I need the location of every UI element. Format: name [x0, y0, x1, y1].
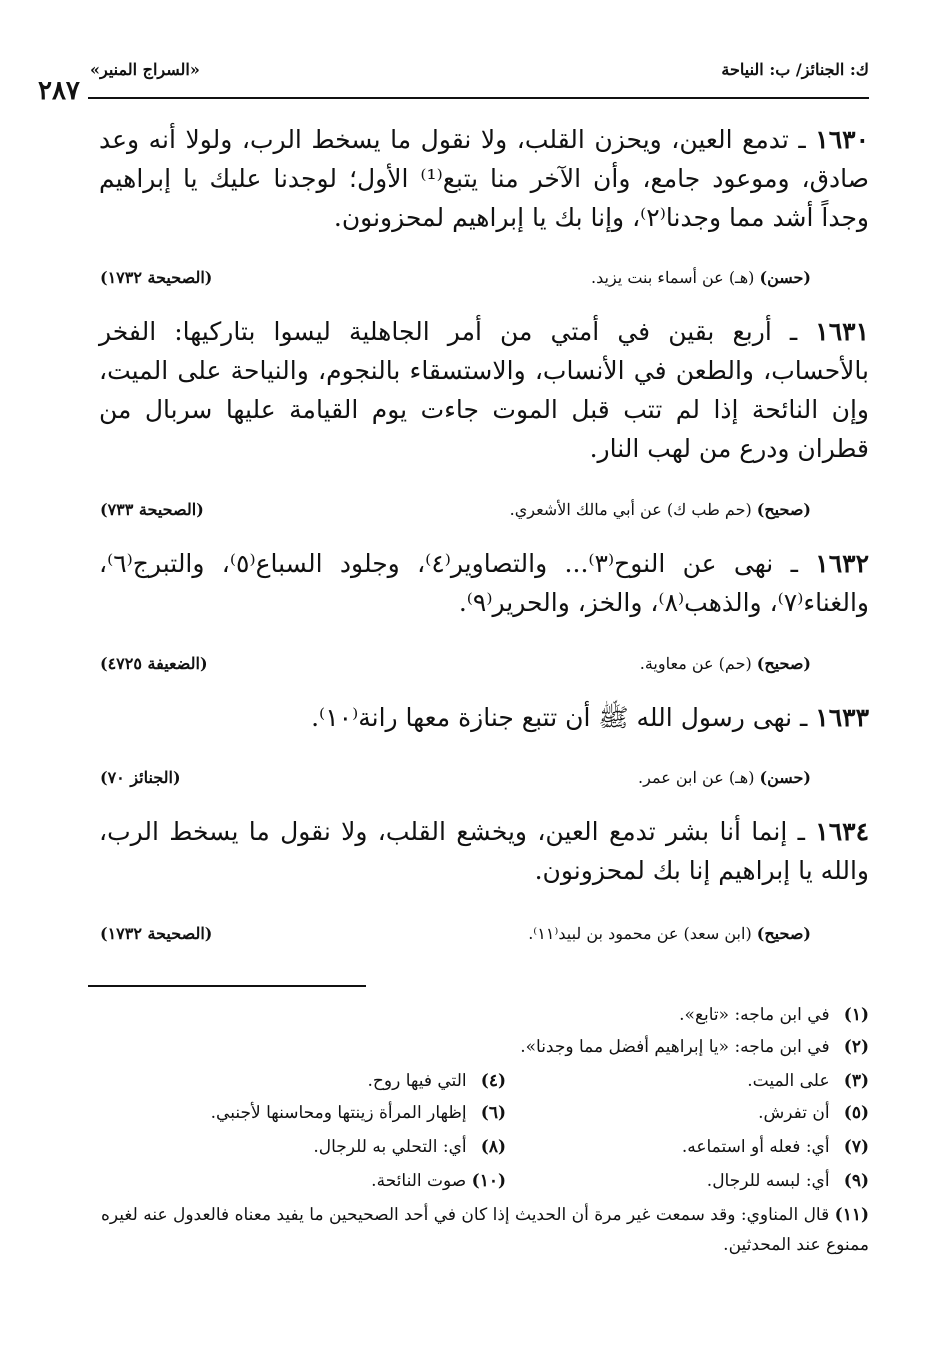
hadith-text: ـ إنما أنا بشر تدمع العين، ويخشع القلب، ولا نقول ما يسخط الرب، والله يا إبراهيم إنا بك لمحزونون. [99, 817, 869, 885]
footnote-text: التي فيها روح. [367, 1071, 467, 1091]
footnote-2 [99, 1032, 869, 1062]
hadith-grade: (حسن) [759, 268, 811, 287]
hadith-entry [99, 698, 869, 737]
footnote-text: صوت النائحة. [371, 1171, 467, 1191]
hadith-narrator: (هـ) عن أسماء بنت يزيد. [591, 268, 760, 287]
grade-and-source [591, 268, 811, 287]
page-number: ٢٨٧ [38, 76, 80, 106]
hadith-text: ـ نهى عن النوح⁽٣⁾... والتصاوير⁽٤⁾، وجلود السباع⁽٥⁾، والتبرج⁽٦⁾، والغناء⁽٧⁾، والذهب⁽٨⁾، والخز، والحرير⁽٩⁾. [99, 549, 869, 617]
hadith-reference: (الضعيفة ٤٧٢٥) [100, 654, 208, 673]
hadith-number: ١٦٣١ [815, 317, 869, 346]
hadith-entry [99, 312, 869, 468]
hadith-reference: (الصحيحة ٧٣٣) [100, 500, 204, 519]
hadith-narrator: (هـ) عن ابن عمر. [638, 768, 760, 787]
footnote-text: إظهار المرأة زينتها ومحاسنها لأجنبي. [210, 1103, 467, 1123]
hadith-text: ـ نهى رسول الله ﷺ أن تتبع جنازة معها رانة⁽١٠⁾. [311, 703, 816, 732]
footnote-text: أي: فعله أو استماعه. [681, 1137, 830, 1157]
footnote-text: أن تفرش. [758, 1103, 830, 1123]
grade-and-source [640, 654, 811, 673]
footnote-6 [211, 1098, 506, 1128]
hadith-entry [99, 120, 869, 237]
hadith-number: ١٦٣٣ [815, 703, 869, 732]
footnote-5 [758, 1098, 869, 1128]
footnote-number: (٦) [480, 1103, 506, 1123]
footnote-number: (١٠) [471, 1171, 506, 1191]
footnote-number: (٥) [843, 1103, 869, 1123]
hadith-entry [99, 544, 869, 622]
hadith-narrator: (ابن سعد) عن محمود بن لبيد⁽١١⁾. [528, 924, 757, 943]
footnote-3 [747, 1066, 869, 1096]
hadith-narrator: (حم) عن معاوية. [639, 654, 757, 673]
hadith-grade: (صحيح) [756, 924, 811, 943]
footnote-number: (٨) [480, 1137, 506, 1157]
hadith-narrator: (حم طب ك) عن أبي مالك الأشعري. [509, 500, 757, 519]
footnote-text: في ابن ماجه: «يا إبراهيم أفضل مما وجدنا». [520, 1037, 830, 1057]
footnote-4 [368, 1066, 506, 1096]
hadith-source [100, 768, 811, 798]
hadith-reference: (الصحيحة ١٧٣٢) [100, 268, 213, 287]
footnote-7 [682, 1132, 869, 1162]
footnote-text: أي: لبسه للرجال. [706, 1171, 830, 1191]
hadith-grade: (صحيح) [756, 654, 811, 673]
footnote-1 [99, 1000, 869, 1030]
footnote-number: (٢) [843, 1037, 869, 1057]
footnote-number: (٤) [480, 1071, 506, 1091]
hadith-reference: (الجنائز ٧٠) [100, 768, 181, 787]
hadith-source [100, 654, 811, 684]
chapter-header: ك: الجنائز/ ب: النياحة [721, 60, 869, 79]
footnote-text: قال المناوي: وقد سمعت غير مرة أن الحديث إذا كان في أحد الصحيحين ما يفيد معناه فالعدول عنه لغيره ممنوع عند المحدثين. [101, 1205, 869, 1255]
grade-and-source [510, 500, 811, 519]
hadith-source [100, 500, 811, 530]
footnote-number: (٧) [843, 1137, 869, 1157]
hadith-entry [99, 812, 869, 890]
hadith-grade: (حسن) [759, 768, 811, 787]
header-divider [88, 97, 869, 99]
footnote-text: على الميت. [747, 1071, 830, 1091]
hadith-text: ـ أربع بقين في أمتي من أمر الجاهلية ليسوا بتاركيها: الفخر بالأحساب، والطعن في الأنساب، والاستسقاء بالنجوم، والنياحة على الميت، وإن النائحة إذا لم تتب قبل الموت جاءت يوم القيامة عليها سربال من قطران ودرع من لهب النار. [99, 317, 869, 463]
footnote-number: (٩) [843, 1171, 869, 1191]
hadith-number: ١٦٣٢ [815, 549, 869, 578]
grade-and-source [528, 924, 811, 943]
hadith-source [100, 268, 811, 298]
hadith-reference: (الصحيحة ١٧٣٢) [100, 924, 213, 943]
footnote-text: أي: التحلي به للرجال. [313, 1137, 467, 1157]
footnote-text: في ابن ماجه: «تابع». [679, 1005, 830, 1025]
footnote-number: (١) [843, 1005, 869, 1025]
hadith-number: ١٦٣٠ [815, 125, 869, 154]
grade-and-source [638, 768, 811, 787]
book-title: «السراج المنير» [90, 60, 200, 79]
footnote-9 [707, 1166, 869, 1196]
hadith-text: ـ تدمع العين، ويحزن القلب، ولا نقول ما يسخط الرب، ولولا أنه وعد صادق، وموعود جامع، وأن الآخر منا يتبع⁽¹⁾ الأول؛ لوجدنا عليك يا إبراهيم وجداً أشد مما وجدنا⁽٢⁾، وإنا بك يا إبراهيم لمحزونون. [99, 125, 869, 232]
hadith-source [100, 924, 811, 954]
footnote-11 [99, 1200, 869, 1260]
footnote-10 [371, 1166, 506, 1196]
hadith-grade: (صحيح) [756, 500, 811, 519]
footnote-number: (٣) [843, 1071, 869, 1091]
footnote-number: (١١) [834, 1205, 869, 1225]
hadith-number: ١٦٣٤ [815, 817, 869, 846]
footnote-8 [313, 1132, 506, 1162]
footnote-divider [88, 985, 366, 987]
